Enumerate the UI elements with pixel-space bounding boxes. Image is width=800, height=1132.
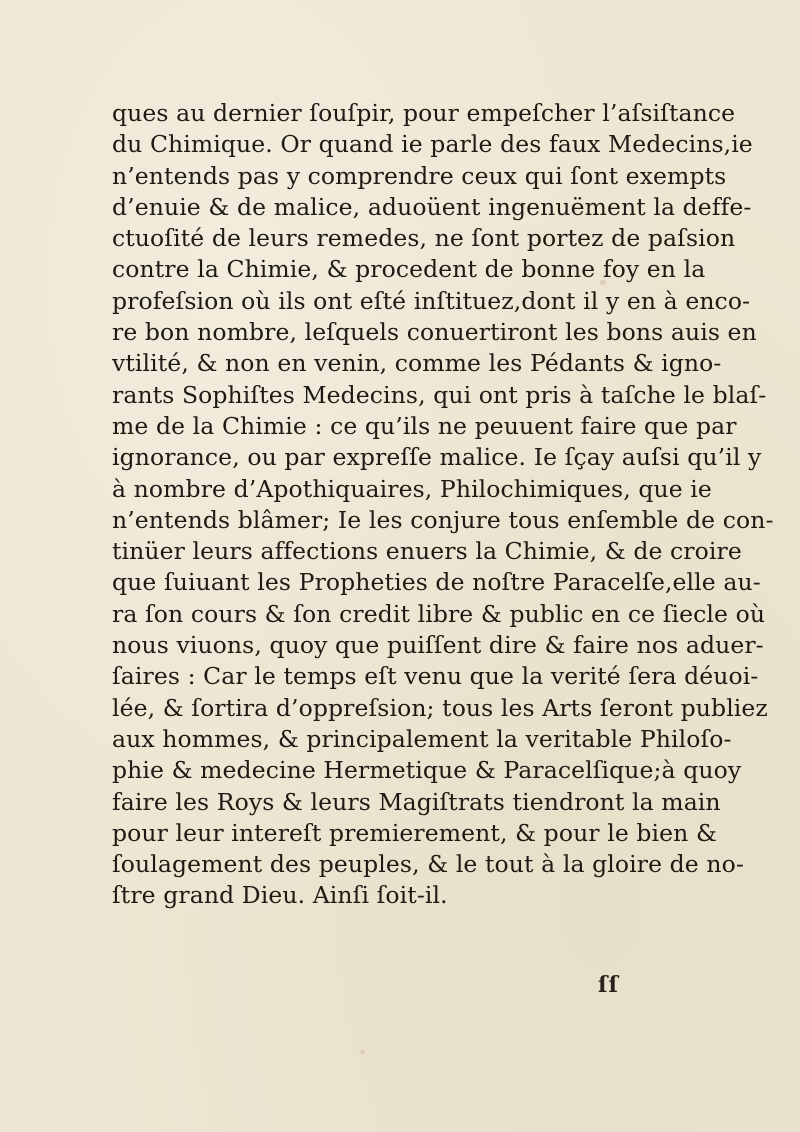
text-line: profeſsion où ils ont eſté inſtituez,dont il y en à enco- bbox=[112, 286, 751, 315]
text-line: tinüer leurs affections enuers la Chimie, & de croire bbox=[112, 537, 742, 566]
body-text bbox=[112, 98, 774, 912]
text-line: ſaires : Car le temps eſt venu que la verité ſera déuoi- bbox=[112, 662, 759, 691]
text-line: me de la Chimie : ce qu’ils ne peuuent faire que par bbox=[112, 411, 737, 440]
text-line: ctuoſité de leurs remedes, ne ſont portez de paſsion bbox=[112, 224, 736, 253]
text-line: ra ſon cours & ſon credit libre & public en ce ſiecle où bbox=[112, 599, 766, 628]
text-line: d’enuie & de malice, aduoüent ingenuëment la deffe- bbox=[112, 192, 752, 221]
foxing-spot bbox=[360, 1050, 365, 1054]
text-line: phie & medecine Hermetique & Paracelſique;à quoy bbox=[112, 756, 742, 785]
text-line: aux hommes, & principalement la veritable Philoſo- bbox=[112, 724, 732, 753]
text-line: ſoulagement des peuples, & le tout à la gloire de no- bbox=[112, 850, 744, 879]
text-line-final: ſtre grand Dieu. Ainſi ſoit-il. bbox=[112, 881, 448, 910]
text-line: nous viuons, quoy que puiſſent dire & faire nos aduer- bbox=[112, 631, 764, 660]
text-line: re bon nombre, leſquels conuertiront les bons auis en bbox=[112, 318, 757, 347]
text-line: du Chimique. Or quand ie parle des faux Medecins,ie bbox=[112, 130, 753, 159]
text-line: n’entends blâmer; Ie les conjure tous enſemble de con- bbox=[112, 505, 774, 534]
text-line: rants Sophiſtes Medecins, qui ont pris à taſche le blaſ- bbox=[112, 380, 767, 409]
text-line: ignorance, ou par expreſſe malice. Ie ſçay auſsi qu’il y bbox=[112, 443, 762, 472]
text-line: ques au dernier ſouſpir, pour empeſcher l’aſsiſtance bbox=[112, 99, 736, 127]
text-line: vtilité, & non en venin, comme les Pédants & igno- bbox=[112, 349, 722, 378]
catchword: ſſ bbox=[598, 972, 619, 998]
text-line: faire les Roys & leurs Magiſtrats tiendront la main bbox=[112, 787, 721, 816]
text-line: que ſuiuant les Propheties de noſtre Paracelſe,elle au- bbox=[112, 568, 761, 597]
text-line: lée, & ſortira d’oppreſsion; tous les Arts ſeront publiez bbox=[112, 693, 768, 722]
text-line: contre la Chimie, & procedent de bonne foy en la bbox=[112, 255, 706, 284]
text-line: à nombre d’Apothiquaires, Philochimiques, que ie bbox=[112, 474, 712, 503]
text-line: n’entends pas y comprendre ceux qui ſont exempts bbox=[112, 161, 727, 190]
text-line: pour leur intereſt premierement, & pour le bien & bbox=[112, 818, 717, 847]
